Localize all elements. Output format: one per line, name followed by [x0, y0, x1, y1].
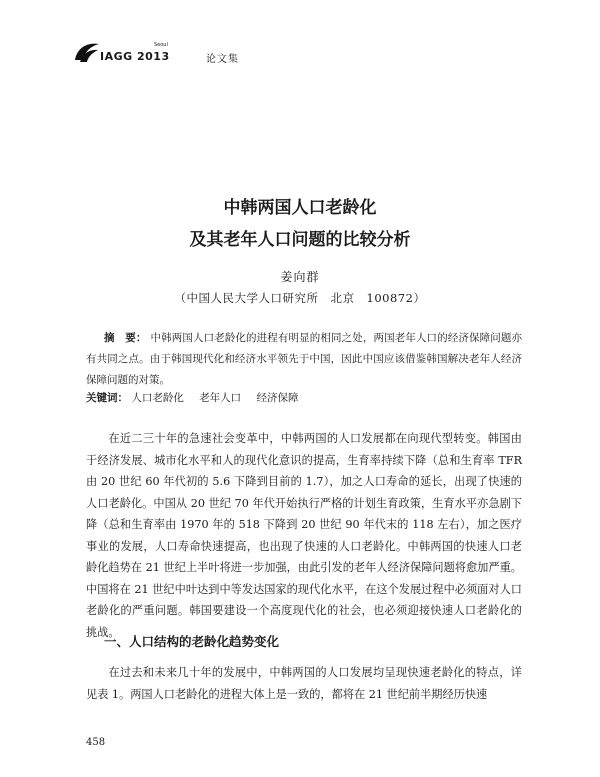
keywords [86, 390, 522, 405]
abstract [86, 328, 522, 391]
abstract-text: 中韩两国人口老龄化的进程有明显的相同之处，两国老年人口的经济保障问题亦有共同之点。由于韩国现代化和经济水平领先于中国，因此中国应该借鉴韩国解决老年人经济保障问题的对策。 [86, 332, 523, 386]
keyword-item: 老年人口 [199, 392, 242, 404]
author-affiliation: （中国人民大学人口研究所 北京 100872） [174, 291, 426, 305]
iagg-logo-icon [72, 40, 102, 64]
author-name: 姜向群 [280, 270, 320, 284]
body-paragraph-1: 在近二三十年的急速社会变革中，中韩两国的人口发展都在向现代型转变。韩国由于经济发展、城市化水平和人的现代化意识的提高，生育率持续下降（总和生育率 TFR 由 20 世纪 60 年代初的 5.6 下降到目前的 1.7），加之人口寿命的延长，出现了快速的人口老龄化。中国从 20 世纪 70 年代开始执行严格的计划生育政策，生育水平亦急剧下降（总和生育率由 1970 年的 518 下降到 20 世纪 90 年代末的 118 左右），加之医疗事业的发展，人口寿命快速提高，也出现了快速的人口老龄化。中韩两国的快速人口老龄化趋势在 21 世纪上半叶将进一步加强，由此引发的老年人经济保障问题将愈加严重。中国将在 21 世纪中叶达到中等发达国家的现代化水平，在这个发展过程中必须面对人口老龄化的严重问题。韩国要建设一个高度现代化的社会，也必须迎接快速人口老龄化的挑战。 [86, 432, 522, 639]
section-label: 论文集 [206, 54, 239, 65]
page-header [72, 38, 272, 70]
page-number: 458 [86, 737, 106, 748]
body-paragraph-2: 在过去和未来几十年的发展中，中韩两国的人口发展均呈现快速老龄化的特点，详见表 1。两国人口老龄化的进程大体上是一致的，都将在 21 世纪前半期经历快速 [86, 666, 522, 701]
logo-text: IAGG 2013 [100, 50, 170, 63]
article-title-line-2: 及其老年人口问题的比较分析 [189, 230, 411, 250]
keywords-label: 关键词： [86, 392, 128, 404]
abstract-label: 摘 要： [104, 332, 147, 344]
logo-superscript: Seoul [154, 42, 168, 48]
section-heading: 一、人口结构的老龄化趋势变化 [104, 634, 280, 649]
keyword-item: 经济保障 [256, 392, 299, 404]
article-title-line-1: 中韩两国人口老龄化 [223, 198, 377, 218]
keyword-item: 人口老龄化 [131, 392, 184, 404]
